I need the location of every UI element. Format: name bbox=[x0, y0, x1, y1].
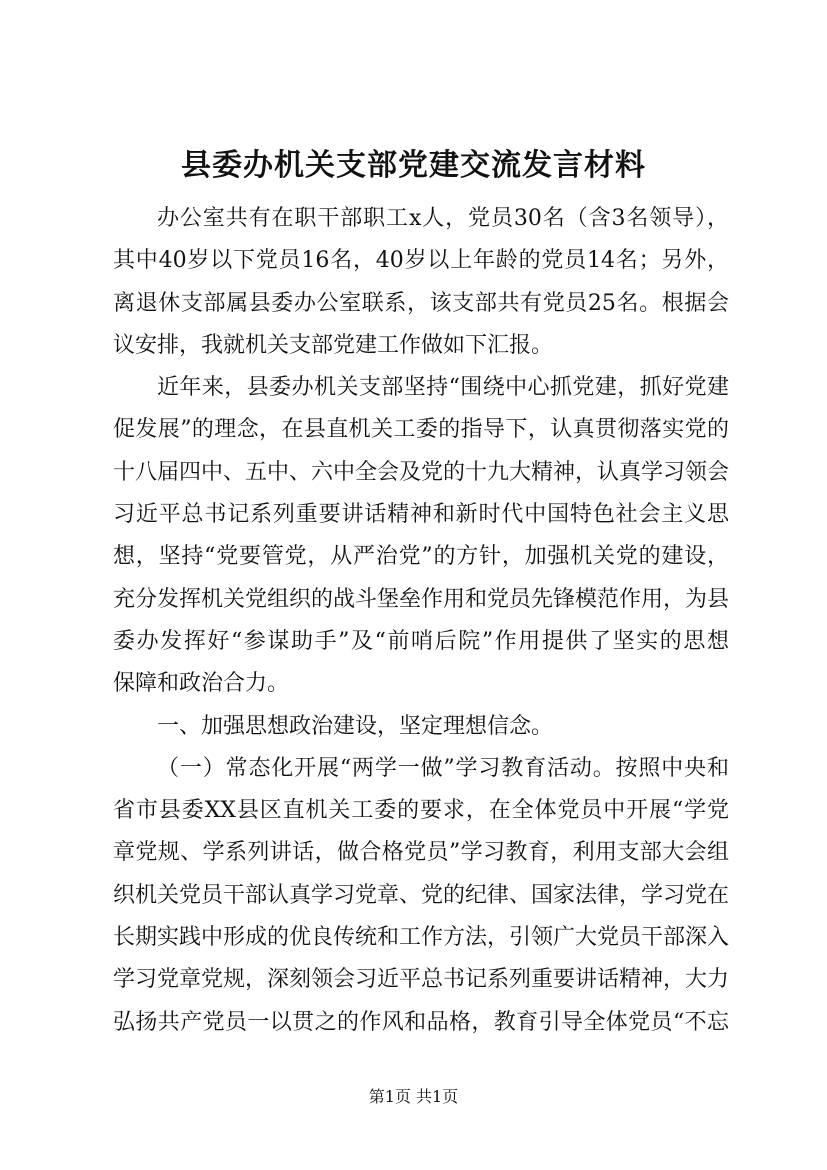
paragraph-line: 织机关党员干部认真学习党章、党的纪律、国家法律，学习党在 bbox=[113, 882, 729, 908]
page-number: 第1页 共1页 bbox=[368, 1087, 459, 1106]
paragraph-line: 想，坚持“党要管党，从严治党”的方针，加强机关党的建设， bbox=[113, 544, 729, 570]
paragraph-line: 弘扬共产党员一以贯之的作风和品格，教育引导全体党员“不忘 bbox=[113, 1009, 729, 1035]
paragraph-line: 议安排，我就机关支部党建工作做如下汇报。 bbox=[113, 332, 554, 358]
paragraph-line: 办公室共有在职干部职工x人，党员30名（含3名领导）， bbox=[157, 206, 729, 231]
paragraph-line: 学习党章党规，深刻领会习近平总书记系列重要讲话精神，大力 bbox=[113, 967, 729, 993]
paragraph-line: 省市县委XX县区直机关工委的要求，在全体党员中开展“学党 bbox=[113, 798, 729, 824]
paragraph-line: 离退休支部属县委办公室联系，该支部共有党员25名。根据会 bbox=[113, 290, 729, 316]
paragraph-line: 习近平总书记系列重要讲话精神和新时代中国特色社会主义思 bbox=[113, 502, 729, 528]
document-title: 县委办机关支部党建交流发言材料 bbox=[181, 148, 646, 183]
section-heading: 一、加强思想政治建设，坚定理想信念。 bbox=[157, 713, 554, 739]
paragraph-line: 委办发挥好“参谋助手”及“前哨后院”作用提供了坚实的思想 bbox=[113, 628, 729, 654]
document-body bbox=[113, 198, 729, 1044]
paragraph-line: 充分发挥机关党组织的战斗堡垒作用和党员先锋模范作用，为县 bbox=[113, 586, 729, 612]
paragraph-line: 保障和政治合力。 bbox=[113, 671, 290, 697]
paragraph-line: 促发展”的理念，在县直机关工委的指导下，认真贯彻落实党的 bbox=[113, 417, 729, 443]
paragraph-line: （一）常态化开展“两学一做”学习教育活动。按照中央和 bbox=[157, 755, 729, 781]
paragraph-line: 十八届四中、五中、六中全会及党的十九大精神，认真学习领会 bbox=[113, 459, 729, 485]
paragraph-line: 近年来，县委办机关支部坚持“围绕中心抓党建，抓好党建 bbox=[157, 375, 729, 401]
paragraph-line: 长期实践中形成的优良传统和工作方法，引领广大党员干部深入 bbox=[113, 925, 729, 951]
paragraph-line: 其中40岁以下党员16名，40岁以上年龄的党员14名；另外， bbox=[113, 248, 729, 274]
paragraph-line: 章党规、学系列讲话，做合格党员”学习教育，利用支部大会组 bbox=[113, 840, 729, 866]
